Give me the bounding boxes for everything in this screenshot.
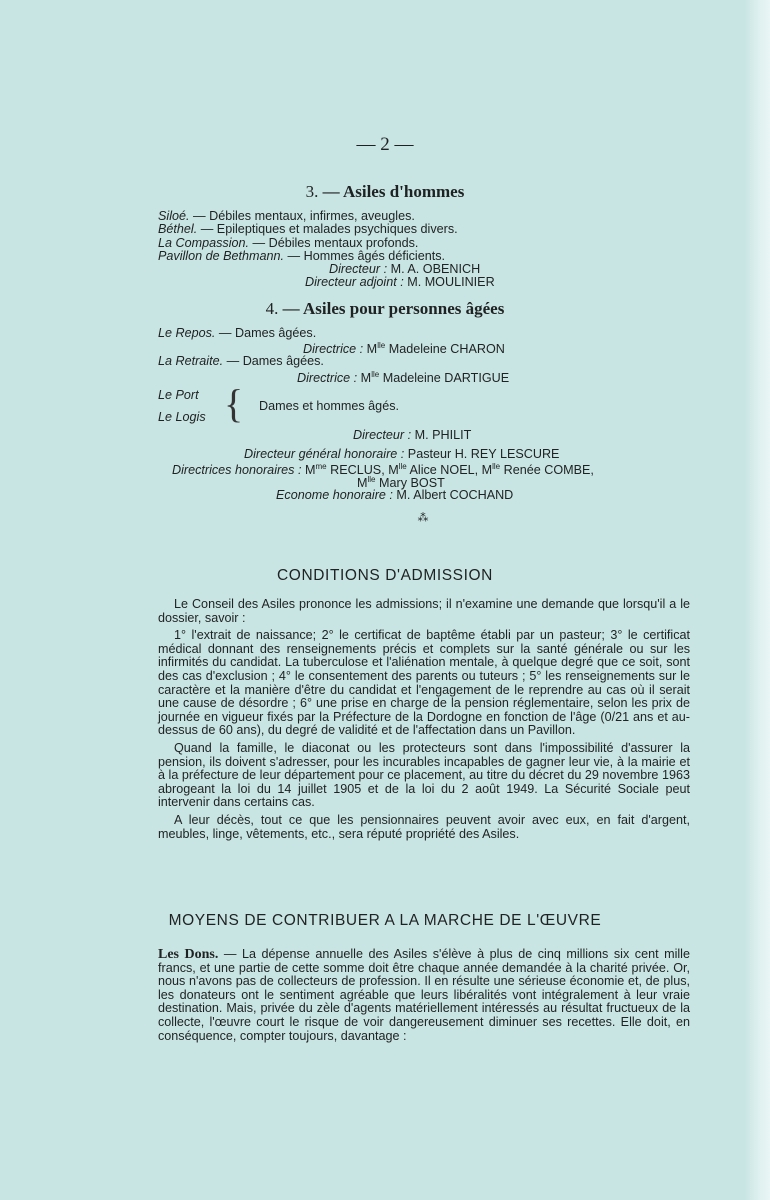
- person-name: Madeleine DARTIGUE: [379, 371, 510, 385]
- asile-desc: — Débiles mentaux profonds.: [249, 236, 419, 250]
- section3-line-compassion: [158, 236, 418, 250]
- asile-name: Béthel.: [158, 222, 198, 236]
- retraite-line: [158, 354, 324, 368]
- asile-name: Le Repos.: [158, 326, 216, 340]
- conditions-paragraph-1: Le Conseil des Asiles prononce les admissions; il n'examine une demande que lorsqu'il a le dossier, savoir :: [158, 597, 690, 625]
- asile-name: Siloé.: [158, 209, 190, 223]
- person-names: $M^{me}$ RECLUS, $M^{lle}$ Alice NOEL, $M^{lle}$ Renée COMBE,: [301, 462, 594, 477]
- role-label: Directeur adjoint :: [305, 275, 404, 289]
- page-edge: [744, 0, 770, 1200]
- person-sup: lle: [377, 341, 386, 350]
- role-label: Directrice :: [303, 342, 364, 356]
- role-label: Directeur général honoraire :: [244, 447, 405, 461]
- role-label: Econome honoraire :: [276, 488, 393, 502]
- person-prefix: M: [363, 342, 378, 356]
- role-label: Directrice :: [297, 371, 358, 385]
- role-label: Directrices honoraires :: [172, 463, 302, 477]
- asile-desc: — Hommes âgés déficients.: [284, 249, 446, 263]
- econome: [276, 488, 513, 502]
- section3-director: [329, 262, 480, 276]
- moyens-title: MOYENS DE CONTRIBUER A LA MARCHE DE L'ŒUVRE: [168, 912, 602, 929]
- asile-name: La Retraite.: [158, 354, 224, 368]
- asile-desc: — Dames âgées.: [223, 354, 324, 368]
- retraite-director: [297, 368, 509, 385]
- person-prefix: M: [357, 476, 368, 490]
- conditions-paragraph-4: A leur décès, tout ce que les pensionnaires peuvent avoir avec eux, en fait d'argent, meubles, linge, vêtements, etc., sera réputé propriété des Asiles.: [158, 812, 690, 841]
- conditions-body: [158, 598, 690, 841]
- person-sup: lle: [367, 475, 376, 484]
- conditions-title: CONDITIONS D'ADMISSION: [277, 567, 493, 584]
- role-label: Directeur :: [329, 262, 388, 276]
- moyens-text: — La dépense annuelle des Asiles s'élève à plus de cinq millions six cent mille francs, et une partie de cette somme doit être chaque année demandée à la charité privée. Or, nous n'avons pas de collecteurs de profession. Il en résulte une sérieuse économie et, de plus, les donateurs ont le sentiment agréable que leurs libéralités vont intégralement à leur vraie destination. Mais, privée du zèle d'agents matériellement intéressés au résultat fructueux de la collecte, l'œuvre court le risque de voir dangereusement diminuer ses recettes. Elle doit, en conséquence, compter toujours, davantage :: [158, 947, 690, 1043]
- asterism-icon: ⁂: [417, 512, 429, 524]
- port-logis-desc: Dames et hommes âgés.: [259, 399, 399, 413]
- port-name: Le Port: [158, 388, 199, 402]
- section4-title: — Asiles pour personnes âgées: [282, 299, 505, 318]
- section3-title: — Asiles d'hommes: [322, 182, 465, 201]
- asile-name: Pavillon de Bethmann.: [158, 249, 285, 263]
- person-name: M. PHILIT: [411, 428, 472, 442]
- person-name: M. A. OBENICH: [387, 262, 481, 276]
- moyens-paragraph: [158, 948, 690, 1043]
- repos-line: [158, 326, 316, 340]
- section4-heading: [0, 299, 770, 319]
- page-number: — 2 —: [356, 134, 414, 155]
- person-name: Pasteur H. REY LESCURE: [404, 447, 560, 461]
- conditions-paragraph-2: 1° l'extrait de naissance; 2° le certificat de baptême établi par un pasteur; 3° le certificat médical donnant des renseignements précis et complets sur la santé générale ou sur les infirmités du candidat. La tuberculose et l'aliénation mentale, à quelque degré que ce soit, sont des cas d'exclusion ; 4° le consentement des parents ou tuteurs ; 5° les renseignements sur le caractère et la manière d'être du candidat et l'engagement de le reprendre au cas où il serait une cause de désordre ; 6° une prise en charge de la pension réglementaire, selon les prix de journée en vigueur fixés par la Préfecture de la Dordogne en fonction de l'âge (0/21 ans et au-dessus de 60 ans), du degré de validité et de l'affectation dans un Pavillon.: [158, 628, 690, 738]
- section3-line-siloe: [158, 209, 415, 223]
- logis-name: Le Logis: [158, 410, 206, 424]
- section3-heading: [0, 182, 770, 202]
- role-label: Directeur :: [353, 428, 412, 442]
- person-name: M. Albert COCHAND: [392, 488, 514, 502]
- person-sup: lle: [371, 370, 380, 379]
- section3-deputy: [305, 275, 495, 289]
- asile-desc: — Dames âgées.: [215, 326, 317, 340]
- port-director: [353, 428, 471, 442]
- section3-number: 3.: [305, 182, 319, 201]
- section3-line-bethel: [158, 222, 458, 236]
- person-name: Mary BOST: [375, 476, 445, 490]
- person-name: Madeleine CHARON: [385, 342, 505, 356]
- hon-director: [244, 447, 559, 461]
- person-name: M. MOULINIER: [403, 275, 495, 289]
- moyens-lead: Les Dons.: [158, 947, 219, 962]
- moyens-body: [158, 948, 690, 1043]
- conditions-paragraph-3: Quand la famille, le diaconat ou les protecteurs sont dans l'impossibilité d'assurer la pension, ils doivent s'adresser, pour les incurables incapables de gagner leur vie, à la mairie et à la préfecture de leur département pour ce placement, au titre du décret du 29 novembre 1963 abrogeant la loi du 14 juillet 1905 et de la loi du 2 août 1949. La Sécurité Sociale peut intervenir dans certains cas.: [158, 740, 690, 810]
- repos-director: [303, 339, 505, 356]
- section4-number: 4.: [265, 299, 279, 318]
- asile-name: La Compassion.: [158, 236, 250, 250]
- person-prefix: M: [357, 371, 372, 385]
- asile-desc: — Débiles mentaux, infirmes, aveugles.: [189, 209, 415, 223]
- asile-desc: — Epileptiques et malades psychiques divers.: [197, 222, 458, 236]
- section3-line-bethmann: [158, 249, 445, 263]
- brace-icon: {: [224, 381, 244, 426]
